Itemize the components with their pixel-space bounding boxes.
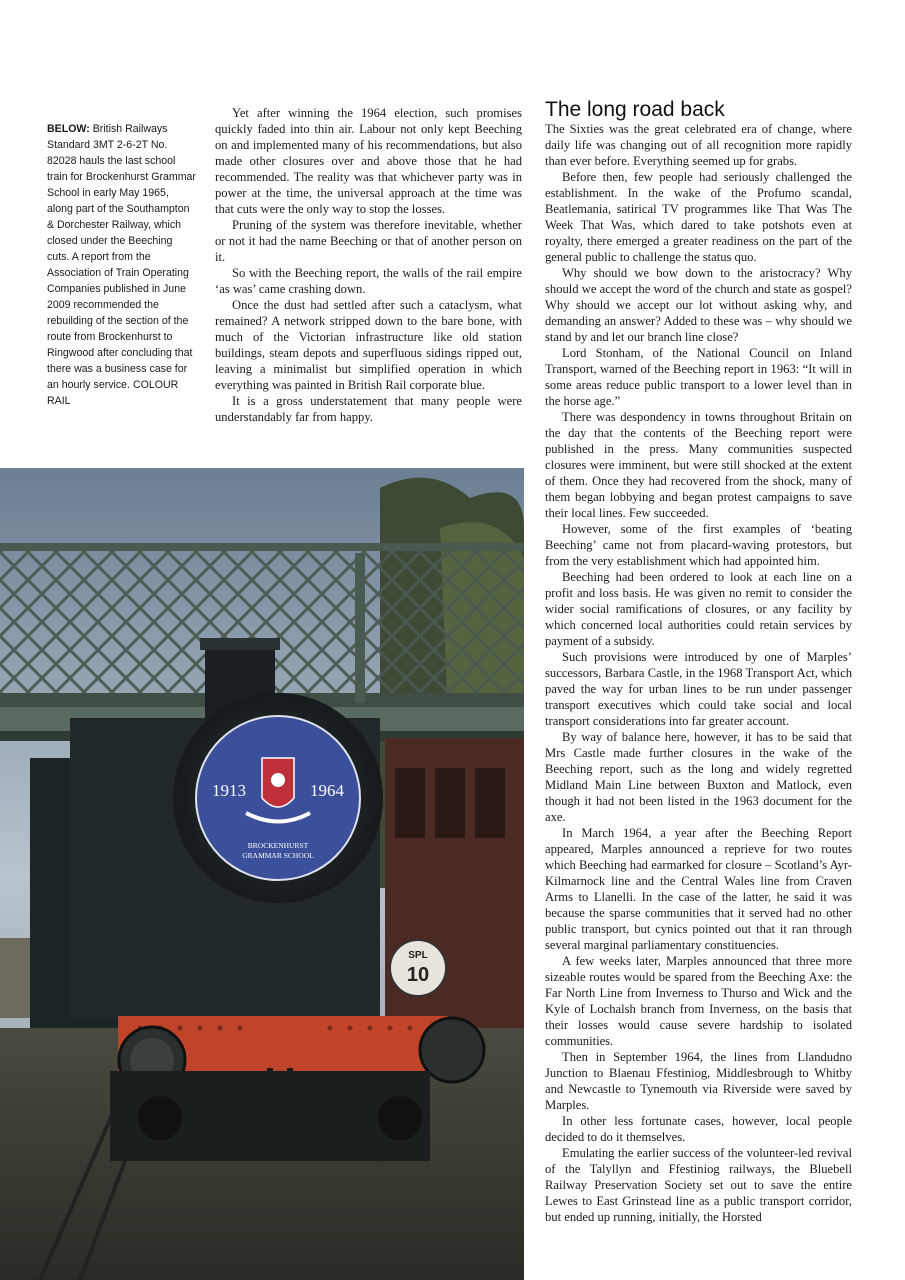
paragraph: Why should we bow down to the aristocracy? Why should we accept the word of the church and state as gospel? Why should we accept our lot without asking why, and demanding an answer? Added to these was – why should we stand by and let our branch line close? — [545, 266, 852, 344]
paragraph: Once the dust had settled after such a cataclysm, what remained? A network stripped down to the bare bone, with much of the Victorian infrastructure like old station buildings, steam depots and superfluous sidings ripped out, leaving a minimalist but simplified operation in which everything was painted in British Rail corporate blue. — [215, 298, 522, 392]
paragraph: However, some of the first examples of ‘beating Beeching’ came not from placard-waving protestors, but from the very establishment which had appointed him. — [545, 522, 852, 568]
middle-column — [215, 105, 522, 425]
paragraph: There was despondency in towns throughout Britain on the day that the contents of the Beeching report were published in the press. Many communities suspected closures were imminent, but were still shocked at the extent of them. Once they had recovered from the shock, many of them began lobbying and began protest campaigns to save their local lines. Few succeeded. — [545, 410, 852, 520]
right-column — [545, 121, 852, 1225]
paragraph: A few weeks later, Marples announced that three more sizeable routes would be spared from the Beeching Axe: the Far North Line from Inverness to Thurso and Wick and the Kyle of Lochalsh branch from Inverness, on the basis that their losses would cause severe hardship to isolated communities. — [545, 954, 852, 1048]
paragraph: Lord Stonham, of the National Council on Inland Transport, warned of the Beeching report in 1963: “It will in some areas reduce public transport to a lower level than in the horse age.” — [545, 346, 852, 408]
paragraph: By way of balance here, however, it has to be said that Mrs Castle made further closures in the wake of the Beeching report, such as the long and widely regretted Midland Main Line between Buxton and Matlock, even though it had not been listed in the 1963 document for the axe. — [545, 730, 852, 824]
photo-caption — [47, 121, 197, 409]
paragraph: In other less fortunate cases, however, local people decided to do it themselves. — [545, 1114, 852, 1144]
paragraph: Before then, few people had seriously challenged the establishment. In the wake of the Profumo scandal, Beatlemania, satirical TV programmes like That Was The Week That Was, which dared to take potshots even at royalty, there emerged a greater readiness on the part of the general public to challenge the status quo. — [545, 170, 852, 264]
headboard-year-left: 1913 — [212, 781, 246, 800]
section-heading: The long road back — [545, 98, 725, 121]
disc-top: SPL — [408, 950, 428, 961]
paragraph: Emulating the earlier success of the volunteer-led revival of the Talyllyn and Ffestiniog railways, the Bluebell Railway Preservation Society set out to save the entire Lewes to East Grinstead line as a public transport corridor, but ended up running, initially, the Horsted — [545, 1146, 852, 1224]
paragraph: In March 1964, a year after the Beeching Report appeared, Marples announced a reprieve for two routes which Beeching had earmarked for closure – Scotland’s Ayr-Kilmarnock line and the Central Wales line from Craven Arms to Llanelli. In the case of the latter, he said it was because the sparse communities that it served had no other public transport, but cynics pointed out that it ran through several marginal parliamentary constituencies. — [545, 826, 852, 952]
headboard-year-right: 1964 — [310, 781, 344, 800]
paragraph: So with the Beeching report, the walls of the rail empire ‘as was’ came crashing down. — [215, 266, 522, 296]
headboard-school-line2: GRAMMAR SCHOOL — [242, 851, 314, 860]
paragraph: It is a gross understatement that many people were understandably far from happy. — [215, 394, 522, 424]
locomotive-photo — [0, 468, 524, 1280]
caption-lead: BELOW: — [47, 123, 90, 135]
paragraph: Then in September 1964, the lines from Llandudno Junction to Blaenau Ffestiniog, Middlesbrough to Whitby and Newcastle to Tynemouth via Riverside were saved by Marples. — [545, 1050, 852, 1112]
paragraph: Yet after winning the 1964 election, such promises quickly faded into thin air. Labour not only kept Beeching on and implemented many of his recommendations, but also made other closures over and above those that he had recommended. The reality was that whichever party was in power at the time, the universal approach at the time was that cuts were the only way to stop the losses. — [215, 106, 522, 216]
paragraph: Pruning of the system was therefore inevitable, whether or not it had the name Beeching or that of another person on it. — [215, 218, 522, 264]
caption-text: British Railways Standard 3MT 2-6-2T No. 82028 hauls the last school train for Brockenhurst Grammar School in early May 1965, along part of the Southampton & Dorchester Railway, which closed under the Beeching cuts. A report from the Association of Train Operating Companies published in June 2009 recommended the rebuilding of the section of the route from Brockenhurst to Ringwood after concluding that there was a business case for an hourly service. COLOUR RAIL — [47, 123, 196, 407]
paragraph: Beeching had been ordered to look at each line on a profit and loss basis. He was given no remit to consider the wider social ramifications of closures, or any facility by which concerned local authorities could retain services by payment of a subsidy. — [545, 570, 852, 648]
disc-number: 10 — [406, 964, 430, 986]
headboard-school-line1: BROCKENHURST — [247, 841, 309, 850]
paragraph: Such provisions were introduced by one of Marples’ successors, Barbara Castle, in the 1968 Transport Act, which paved the way for urban lines to be run under passenger transport executives which could take social and local transport considerations into far greater account. — [545, 650, 852, 728]
paragraph: The Sixties was the great celebrated era of change, where daily life was changing out of all recognition more rapidly than ever before. Everything seemed up for grabs. — [545, 122, 852, 168]
